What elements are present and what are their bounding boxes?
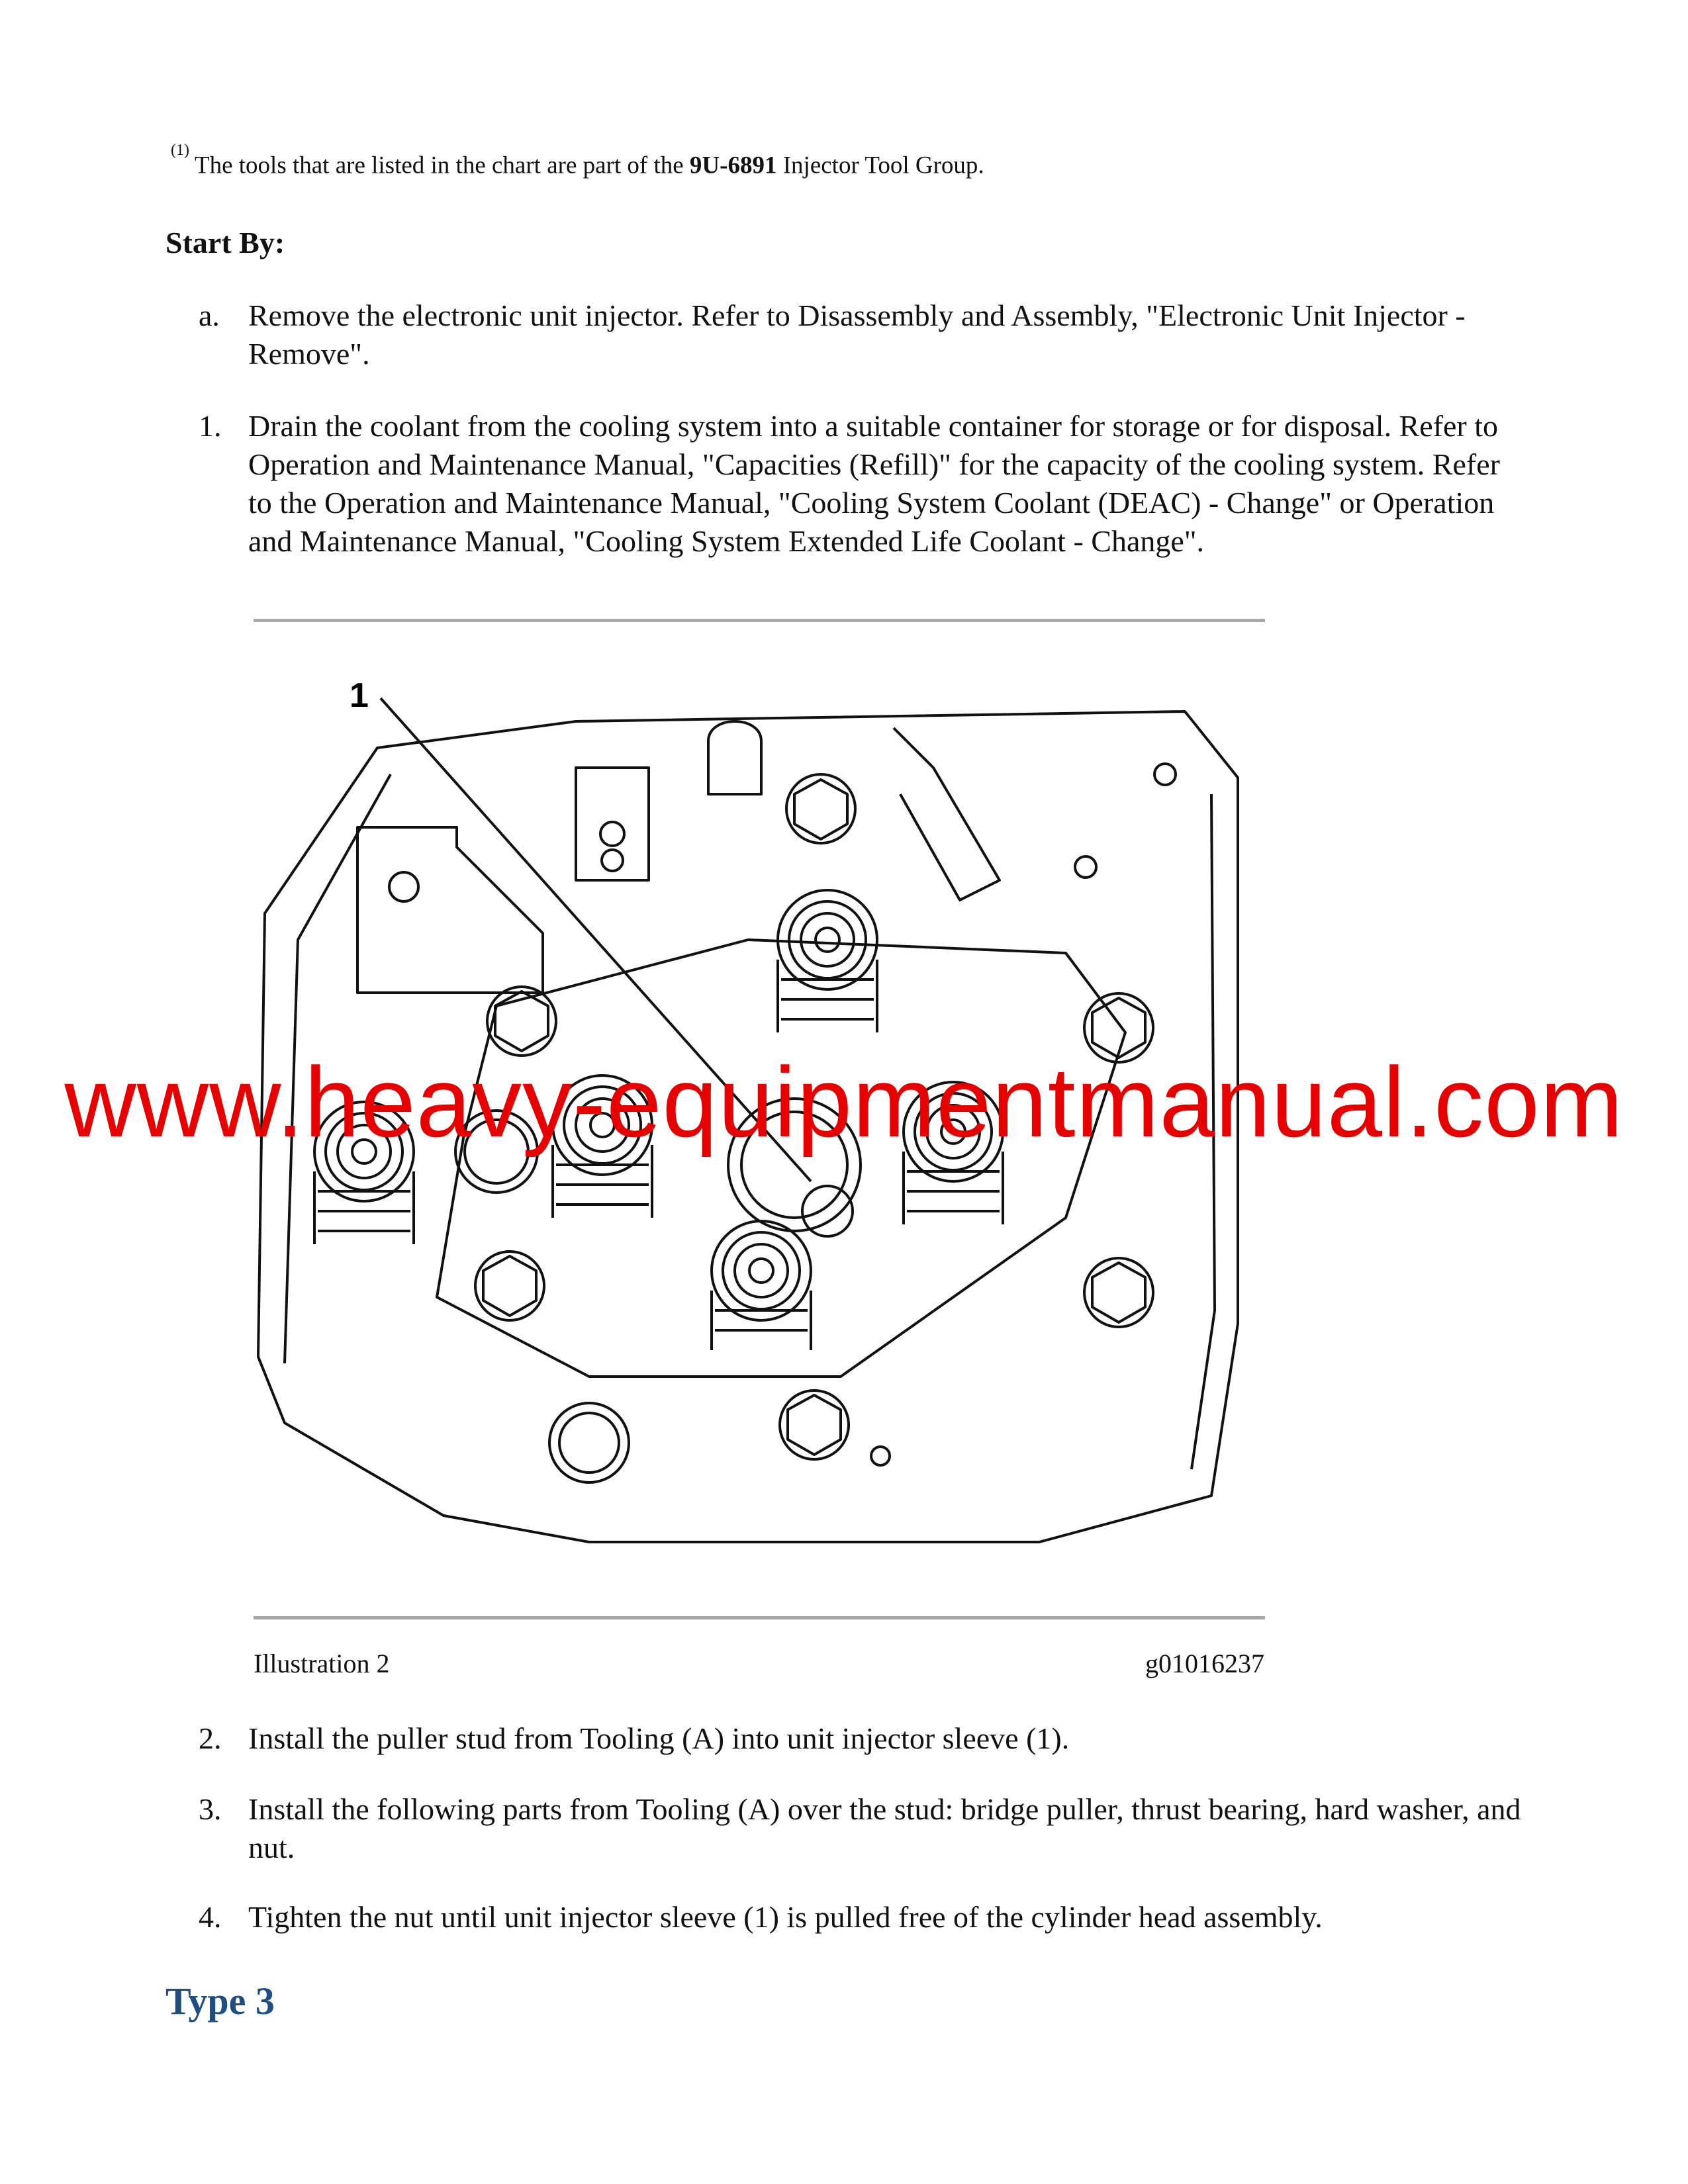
- step-text: Remove the electronic unit injector. Refer to Disassembly and Assembly, "Electronic Unit Injector - Remove".: [248, 298, 1466, 371]
- figure-top-rule: [254, 619, 1265, 622]
- figure-code: g01016237: [1145, 1649, 1264, 1678]
- section-heading: Type 3: [165, 1979, 275, 2023]
- footnote-part-number: 9U-6891: [689, 152, 777, 179]
- step-marker: 1.: [199, 409, 222, 443]
- step-marker: 2.: [199, 1721, 222, 1755]
- step-marker: a.: [199, 298, 220, 332]
- step-1: [199, 407, 1523, 561]
- step-text: Install the puller stud from Tooling (A) into unit injector sleeve (1).: [248, 1721, 1070, 1755]
- step-3: [199, 1790, 1523, 1867]
- figure-caption: Illustration 2: [254, 1649, 390, 1678]
- step-2: [199, 1719, 1523, 1758]
- watermark: www.heavy-equipmentmanual.com: [64, 1046, 1624, 1158]
- figure-bottom-rule: [254, 1616, 1265, 1619]
- step-marker: 3.: [199, 1792, 222, 1826]
- step-text: Install the following parts from Tooling (A) over the stud: bridge puller, thrust bearing, hard washer, and nut.: [248, 1792, 1521, 1864]
- callout-label: 1: [350, 676, 369, 715]
- footnote: [171, 142, 984, 179]
- footnote-text-before: The tools that are listed in the chart are part of the: [194, 152, 690, 179]
- step-4: [199, 1898, 1523, 1936]
- step-text: Drain the coolant from the cooling system into a suitable container for storage or for disposal. Refer to Operation and Maintenance Manual, "Capacities (Refill)" for the capacity of the cooling system. Refer to the Operation and Maintenance Manual, "Cooling System Coolant (DEAC) - Change" or Operation and Maintenance Manual, "Cooling System Extended Life Coolant - Change".: [248, 409, 1500, 558]
- footnote-marker: (1): [171, 142, 189, 159]
- footnote-text-after: Injector Tool Group.: [776, 152, 984, 179]
- step-a: [199, 296, 1523, 373]
- step-marker: 4.: [199, 1900, 222, 1934]
- start-by-heading: Start By:: [165, 226, 285, 259]
- step-text: Tighten the nut until unit injector sleeve (1) is pulled free of the cylinder head assembly.: [248, 1900, 1323, 1934]
